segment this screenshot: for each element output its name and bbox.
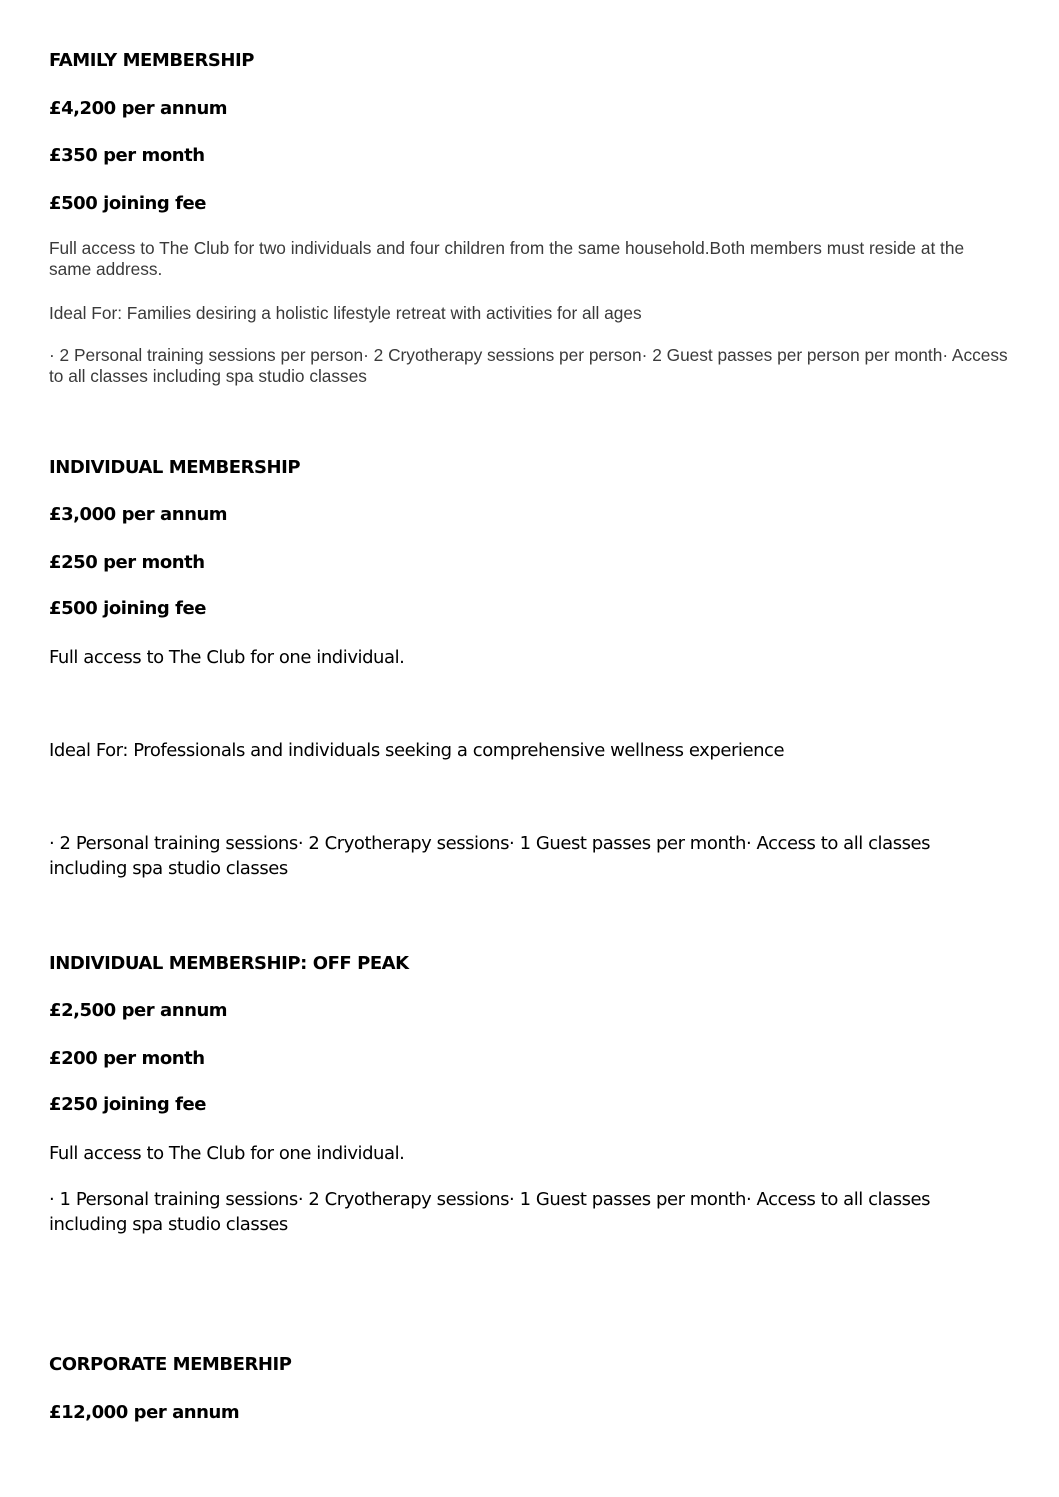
individual-annual-price: £3,000 per annum: [49, 504, 228, 525]
individual-ideal-for: Ideal For: Professionals and individuals seeking a comprehensive wellness experience: [49, 740, 785, 761]
family-description: Full access to The Club for two individuals and four children from the same household.Both members must reside at the same address.: [49, 238, 965, 279]
corporate-membership-title: CORPORATE MEMBERHIP: [49, 1354, 292, 1375]
off-peak-joining-fee: £250 joining fee: [49, 1094, 207, 1115]
family-benefits: · 2 Personal training sessions per person· 2 Cryotherapy sessions per person· 2 Guest passes per person per month· Access to all classes including spa studio classes: [49, 345, 1008, 386]
off-peak-membership-title: INDIVIDUAL MEMBERSHIP: OFF PEAK: [49, 953, 409, 974]
family-annual-price: £4,200 per annum: [49, 98, 228, 119]
off-peak-annual-price: £2,500 per annum: [49, 1000, 228, 1021]
individual-description: Full access to The Club for one individual.: [49, 647, 405, 668]
off-peak-monthly-price: £200 per month: [49, 1048, 205, 1069]
individual-monthly-price: £250 per month: [49, 552, 205, 573]
family-membership-title: FAMILY MEMBERSHIP: [49, 50, 255, 71]
family-ideal-for: Ideal For: Families desiring a holistic lifestyle retreat with activities for all ages: [49, 303, 642, 323]
individual-joining-fee: £500 joining fee: [49, 598, 207, 619]
off-peak-benefits: · 1 Personal training sessions· 2 Cryotherapy sessions· 1 Guest passes per month· Access to all classes including spa studio classes: [49, 1189, 931, 1235]
individual-benefits: · 2 Personal training sessions· 2 Cryotherapy sessions· 1 Guest passes per month· Access to all classes including spa studio classes: [49, 833, 931, 879]
off-peak-description: Full access to The Club for one individual.: [49, 1143, 405, 1164]
family-monthly-price: £350 per month: [49, 145, 205, 166]
individual-membership-title: INDIVIDUAL MEMBERSHIP: [49, 457, 301, 478]
family-joining-fee: £500 joining fee: [49, 193, 207, 214]
corporate-annual-price: £12,000 per annum: [49, 1402, 240, 1423]
